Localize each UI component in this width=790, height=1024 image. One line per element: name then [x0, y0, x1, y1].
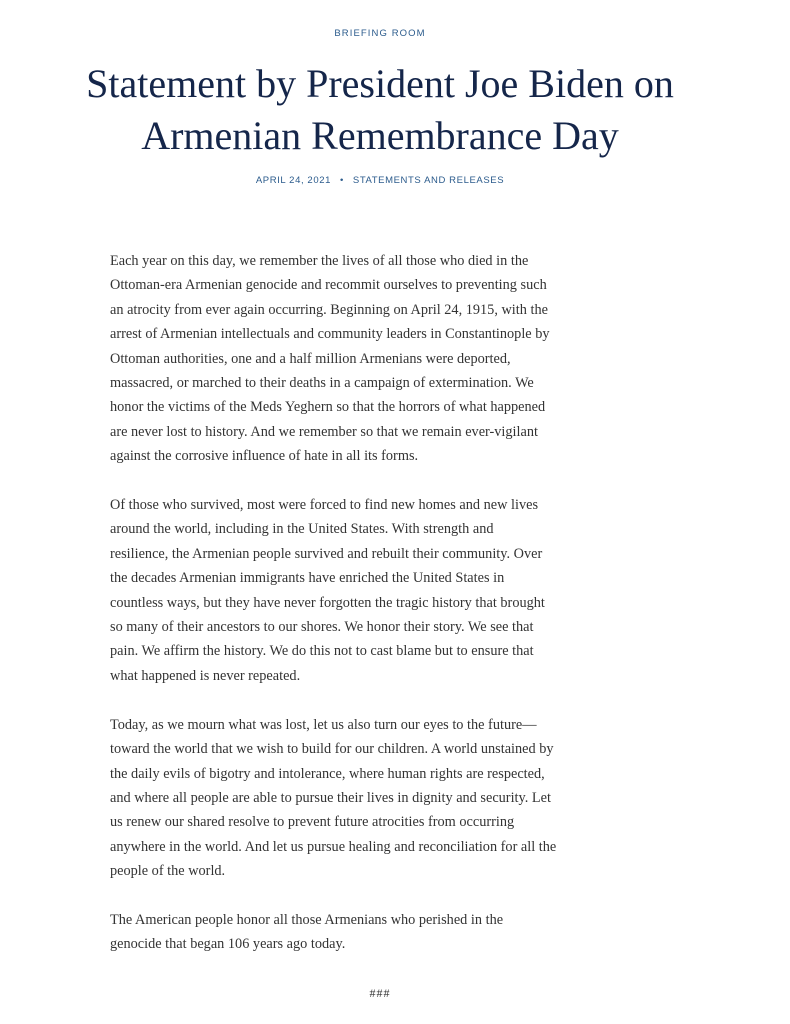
paragraph-line: Ottoman authorities, one and a half million Armenians were deported,	[110, 350, 511, 367]
paragraph-line: against the corrosive influence of hate in all its forms.	[110, 448, 419, 465]
paragraph-line: Each year on this day, we remember the lives of all those who died in the	[110, 253, 529, 269]
paragraph-line: arrest of Armenian intellectuals and community leaders in Constantinople by	[110, 326, 550, 343]
paragraph-line: anywhere in the world. And let us pursue healing and reconciliation for all the	[110, 838, 557, 855]
paragraph-line: pain. We affirm the history. We do this not to cast blame but to ensure that	[110, 643, 534, 660]
section-label-link[interactable]: BRIEFING ROOM	[334, 28, 426, 39]
paragraph-line: resilience, the Armenian people survived and rebuilt their community. Over	[110, 545, 543, 562]
paragraph-line: honor the victims of the Meds Yeghern so that the horrors of what happened	[110, 399, 546, 416]
post-date: APRIL 24, 2021	[255, 175, 331, 186]
paragraph-1	[110, 249, 670, 469]
paragraph-line: The American people honor all those Armenians who perished in the	[110, 911, 504, 928]
page-title-line-2: Armenian Remembrance Day	[141, 113, 619, 158]
meta-separator: •	[339, 175, 344, 186]
page-title	[20, 58, 740, 162]
paragraph-line: so many of their ancestors to our shores. We honor their story. We see that	[110, 619, 534, 636]
paragraph-line: genocide that began 106 years ago today.	[110, 936, 346, 953]
page-title-line-1: Statement by President Joe Biden on	[86, 61, 674, 106]
paragraph-2	[110, 493, 670, 688]
paragraph-line: massacred, or marched to their deaths in a campaign of extermination. We	[110, 375, 534, 392]
category-link[interactable]: STATEMENTS AND RELEASES	[352, 175, 505, 186]
paragraph-line: and where all people are able to pursue their lives in dignity and security. Let	[110, 789, 551, 806]
paragraph-line: are never lost to history. And we remember so that we remain ever-vigilant	[110, 423, 538, 440]
paragraph-4	[110, 908, 670, 957]
paragraph-line: the daily evils of bigotry and intolerance, where human rights are respected,	[110, 765, 545, 782]
post-meta	[0, 175, 760, 186]
paragraph-line: Of those who survived, most were forced to find new homes and new lives	[110, 497, 539, 514]
paragraph-line: the decades Armenian immigrants have enriched the United States in	[110, 570, 505, 587]
paragraph-line: people of the world.	[110, 863, 226, 880]
paragraph-line: around the world, including in the United States. With strength and	[110, 521, 494, 538]
article-body	[110, 249, 670, 981]
paragraph-3	[110, 713, 670, 884]
paragraph-line: an atrocity from ever again occurring. Beginning on April 24, 1915, with the	[110, 301, 548, 318]
paragraph-line: toward the world that we wish to build for our children. A world unstained by	[110, 741, 554, 758]
paragraph-line: countless ways, but they have never forgotten the tragic history that brought	[110, 594, 545, 611]
paragraph-line: what happened is never repeated.	[110, 667, 301, 684]
paragraph-line: us renew our shared resolve to prevent future atrocities from occurring	[110, 814, 515, 831]
paragraph-line: Today, as we mourn what was lost, let us also turn our eyes to the future—	[110, 716, 537, 733]
end-mark: ###	[369, 986, 391, 1000]
paragraph-line: Ottoman-era Armenian genocide and recommit ourselves to preventing such	[110, 277, 547, 294]
